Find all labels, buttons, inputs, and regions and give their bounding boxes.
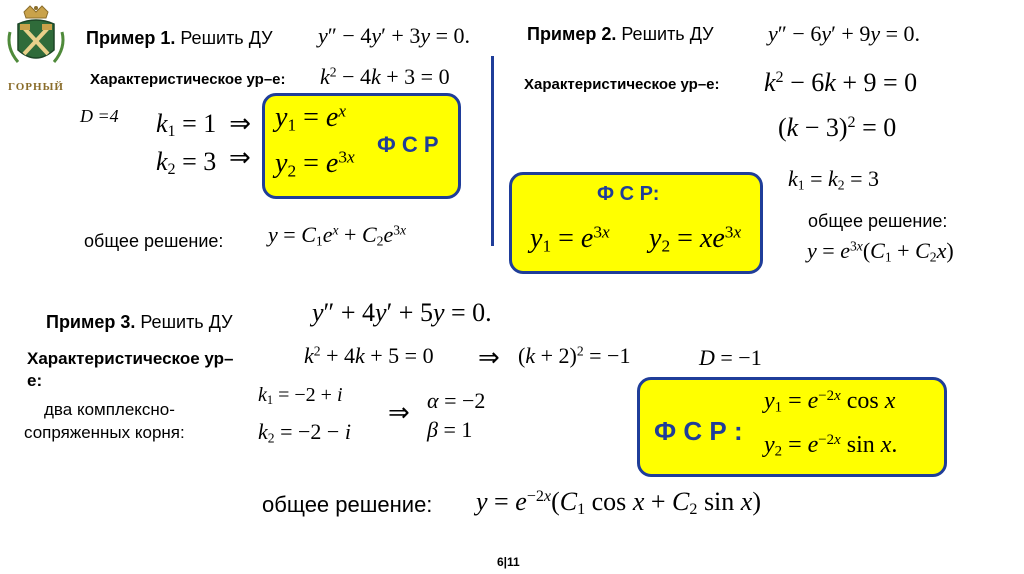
ex3-discriminant: D = −1 xyxy=(699,345,762,370)
ex1-arrow: ⇒ xyxy=(229,143,251,172)
ex3-title xyxy=(46,312,233,333)
ex2-fsr-label: Ф С Р: xyxy=(597,183,660,205)
ex3-equation: y″ + 4y′ + 5y = 0. xyxy=(312,298,492,327)
university-logo xyxy=(4,2,68,92)
ex3-k2: $k_2 = -2 - i$ xyxy=(258,419,351,446)
ex1-discriminant: D =4 xyxy=(80,106,119,126)
ex3-fsr-box xyxy=(637,377,947,477)
ex1-general-eq: $y = C_1e^x + C_2e^{3x}$ xyxy=(268,222,407,249)
ex3-char-label-1: Характеристическое ур– xyxy=(27,349,234,368)
ex1-k1: $k_1 = 1$ ⇒ xyxy=(156,109,252,141)
ex2-equation: y″ − 6y′ + 9y = 0. xyxy=(768,21,921,46)
logo-caption: ГОРНЫЙ xyxy=(8,81,64,93)
ex3-square: $(k + 2)^2 = -1$ xyxy=(518,343,631,368)
ex3-char-label-2: е: xyxy=(27,371,43,390)
page-number: 6|11 xyxy=(497,555,520,569)
ex3-general-eq: $y = e^{-2x}(C_1$ $\cos x + C_2$ sin x) xyxy=(476,487,761,519)
ex3-general-label: общее решение: xyxy=(262,492,433,517)
ex2-y2: $y_2 = xe^{3x}$ xyxy=(649,222,742,256)
ex1-y1: $y_1 = e^x$ xyxy=(275,101,347,135)
ex2-title-rest: Решить ДУ xyxy=(616,24,714,44)
ex1-title-rest: Решить ДУ xyxy=(175,28,273,48)
ex3-title-rest: Решить ДУ xyxy=(135,312,233,332)
ex3-roots-label-1: два комплексно- xyxy=(44,400,175,419)
ex1-general-label: общее решение: xyxy=(84,231,224,251)
ex3-char-eq: $k^2 + 4k + 5 = 0$ xyxy=(304,343,434,368)
ex3-arrow-1: ⇒ xyxy=(478,343,500,372)
ex3-fsr-label: Ф С Р : xyxy=(654,416,743,446)
ex3-arrow-2: ⇒ xyxy=(388,398,410,427)
ex2-square: $(k - 3)^2 = 0$ xyxy=(778,113,897,142)
ex3-k1: $k_1 = -2 + i$ xyxy=(258,384,343,408)
ex2-title xyxy=(527,24,714,45)
ex1-title-bold: Пример 1. xyxy=(86,28,176,48)
ex2-char-label: Характеристическое ур–е: xyxy=(524,76,720,93)
ex1-k2: $k_2 = 3$ xyxy=(156,147,217,179)
ex2-char-eq: $k^2 - 6k + 9 = 0$ xyxy=(764,68,918,97)
ex3-y1: $y_1 = e^{-2x}$ cos x xyxy=(764,387,896,416)
ex1-equation: y″ − 4y′ + 3y = 0. xyxy=(318,23,471,48)
ex3-roots-label-2: сопряженных корня: xyxy=(24,423,185,442)
ex2-title-bold: Пример 2. xyxy=(527,24,617,44)
ex1-title xyxy=(86,28,273,49)
ex1-fsr-label: Ф С Р xyxy=(377,132,439,157)
mining-crest-icon xyxy=(4,2,68,74)
ex1-char-label: Характеристическое ур–е: xyxy=(90,71,286,88)
vertical-divider xyxy=(491,56,494,246)
ex2-fsr-box xyxy=(509,172,763,274)
ex2-general-label: общее решение: xyxy=(808,211,948,231)
ex3-y2: $y_2 = e^{-2x}$ sin x. xyxy=(764,431,898,460)
ex1-fsr-box xyxy=(262,93,461,199)
ex3-beta: β = 1 xyxy=(427,417,473,442)
ex2-roots: $k_1 = k_2 = 3$ xyxy=(788,166,879,193)
ex3-title-bold: Пример 3. xyxy=(46,312,136,332)
ex3-alpha: α = −2 xyxy=(427,388,486,413)
ex2-y1: $y_1 = e^{3x}$ xyxy=(530,222,610,256)
ex1-y2: $y_2 = e^{3x}$ xyxy=(275,147,355,181)
ex2-general-eq: $y = e^{3x}(C_1 + C_2x)$ xyxy=(807,238,954,265)
ex1-char-eq: $k^2 - 4k + 3 = 0$ xyxy=(320,64,450,89)
